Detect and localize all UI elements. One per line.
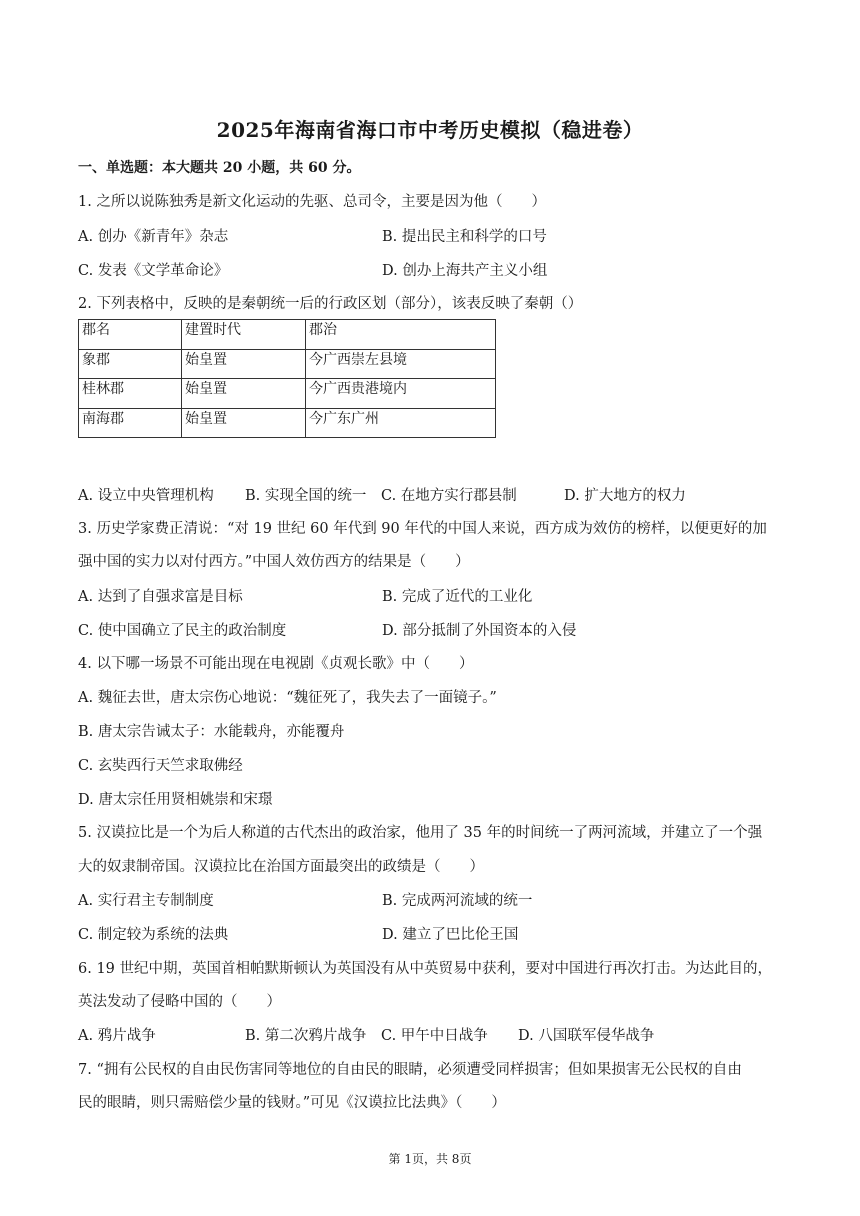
question-5-stem-line-1: 5. 汉谟拉比是一个为后人称道的古代杰出的政治家，他用了 35 年的时间统一了两河流域，并建立了一个强 (78, 825, 763, 841)
table-cell: 南海郡 (79, 408, 182, 438)
question-2-option-b: B. 实现全国的统一 (245, 488, 367, 504)
table-header-cell: 郡治 (306, 320, 496, 350)
question-6-option-c: C. 甲午中日战争 (381, 1028, 488, 1044)
question-4-option-b: B. 唐太宗告诫太子：水能载舟，亦能覆舟 (78, 724, 345, 740)
question-3-stem-line-1: 3. 历史学家费正清说：“对 19 世纪 60 年代到 90 年代的中国人来说，西方成为效仿的榜样，以便更好的加 (78, 521, 767, 537)
question-5-option-a: A. 实行君主专制制度 (78, 893, 214, 909)
question-5-option-b: B. 完成两河流域的统一 (382, 893, 533, 909)
table-cell: 桂林郡 (79, 379, 182, 409)
question-3-option-b: B. 完成了近代的工业化 (382, 589, 533, 605)
exam-title: 2025年海南省海口市中考历史模拟（稳进卷） (216, 118, 644, 142)
page-number: 第 1页，共 8页 (388, 1152, 472, 1166)
table-header-row (79, 320, 496, 350)
question-2-stem: 2. 下列表格中，反映的是秦朝统一后的行政区划（部分），该表反映了秦朝（） (78, 296, 583, 312)
table-header-cell: 建置时代 (182, 320, 306, 350)
question-1-stem: 1. 之所以说陈独秀是新文化运动的先驱、总司令，主要是因为他（ ） (78, 194, 546, 210)
question-6-stem-line-1: 6. 19 世纪中期，英国首相帕默斯顿认为英国没有从中英贸易中获利，要对中国进行再次打击。为达此目的， (78, 961, 772, 977)
question-1-option-a: A. 创办《新青年》杂志 (78, 229, 229, 245)
question-6-option-b: B. 第二次鸦片战争 (245, 1028, 367, 1044)
question-1-option-d: D. 创办上海共产主义小组 (382, 263, 548, 279)
question-1-option-b: B. 提出民主和科学的口号 (382, 229, 547, 245)
question-2-option-c: C. 在地方实行郡县制 (381, 488, 517, 504)
table-header-cell: 郡名 (79, 320, 182, 350)
table-cell: 今广东广州 (306, 408, 496, 438)
section-heading: 一、单选题：本大题共 20 小题，共 60 分。 (78, 160, 361, 176)
prefecture-table (78, 319, 496, 438)
table-cell: 象郡 (79, 349, 182, 379)
question-1-option-c: C. 发表《文学革命论》 (78, 263, 229, 279)
question-3-option-c: C. 使中国确立了民主的政治制度 (78, 623, 287, 639)
question-2-option-d: D. 扩大地方的权力 (564, 488, 686, 504)
table-cell: 今广西贵港境内 (306, 379, 496, 409)
question-3-option-a: A. 达到了自强求富是目标 (78, 589, 243, 605)
table-cell: 始皇置 (182, 408, 306, 438)
question-6-stem-line-2: 英法发动了侵略中国的（ ） (78, 994, 281, 1010)
table-cell: 今广西崇左县境 (306, 349, 496, 379)
table-cell: 始皇置 (182, 349, 306, 379)
question-6-option-d: D. 八国联军侵华战争 (518, 1028, 655, 1044)
table-row (79, 379, 496, 409)
question-5-option-c: C. 制定较为系统的法典 (78, 927, 229, 943)
question-6-option-a: A. 鸦片战争 (78, 1028, 156, 1044)
question-4-option-c: C. 玄奘西行天竺求取佛经 (78, 758, 243, 774)
table-cell: 始皇置 (182, 379, 306, 409)
question-7-stem-line-2: 民的眼睛，则只需赔偿少量的钱财。”可见《汉谟拉比法典》（ ） (78, 1095, 506, 1111)
table-row (79, 349, 496, 379)
table-row (79, 408, 496, 438)
question-5-stem-line-2: 大的奴隶制帝国。汉谟拉比在治国方面最突出的政绩是（ ） (78, 859, 484, 875)
question-4-stem: 4. 以下哪一场景不可能出现在电视剧《贞观长歌》中（ ） (78, 656, 474, 672)
question-5-option-d: D. 建立了巴比伦王国 (382, 927, 519, 943)
question-3-stem-line-2: 强中国的实力以对付西方。”中国人效仿西方的结果是（ ） (78, 554, 470, 570)
question-4-option-d: D. 唐太宗任用贤相姚崇和宋璟 (78, 792, 273, 808)
question-4-option-a: A. 魏征去世，唐太宗伤心地说：“魏征死了，我失去了一面镜子。” (78, 690, 497, 706)
question-3-option-d: D. 部分抵制了外国资本的入侵 (382, 623, 577, 639)
question-7-stem-line-1: 7. “拥有公民权的自由民伤害同等地位的自由民的眼睛，必须遭受同样损害；但如果损害无公民权的自由 (78, 1062, 742, 1078)
question-2-option-a: A. 设立中央管理机构 (78, 488, 214, 504)
